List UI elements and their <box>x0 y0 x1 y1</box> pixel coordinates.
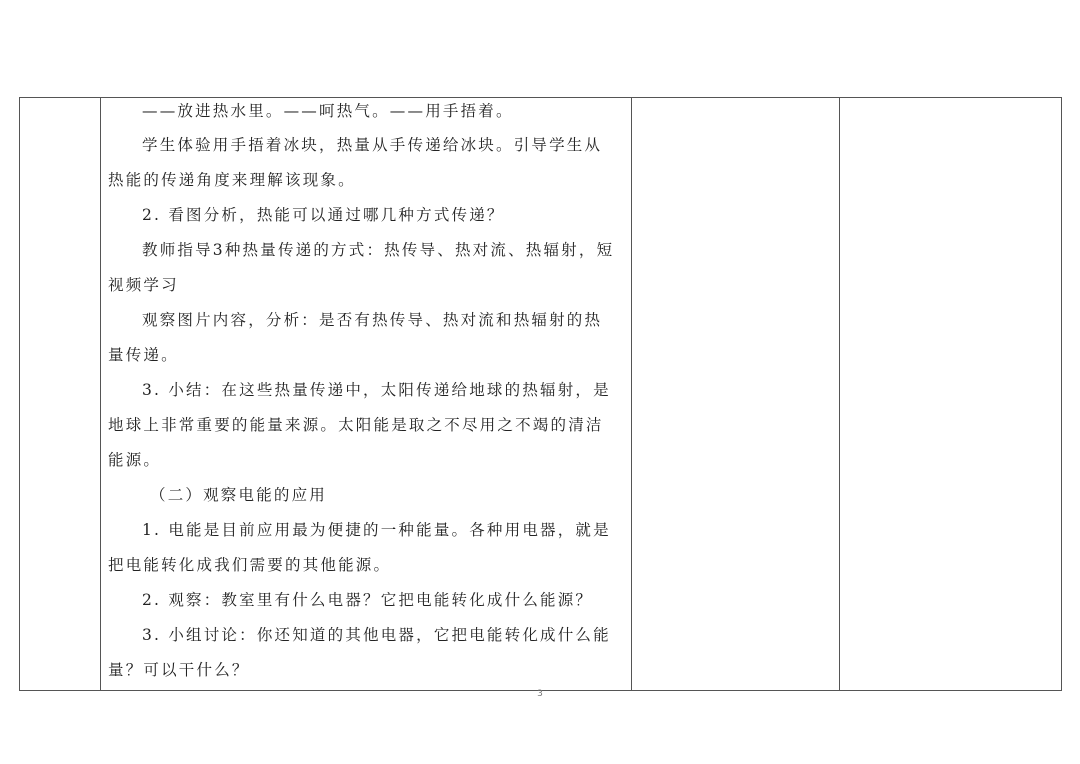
section-heading: （二）观察电能的应用 <box>150 486 328 504</box>
lesson-plan-table <box>19 97 1062 691</box>
text-line: 观察图片内容，分析：是否有热传导、热对流和热辐射的热 <box>142 311 603 329</box>
text-line: 2. 看图分析，热能可以通过哪几种方式传递？ <box>142 206 505 224</box>
text-line: 视频学习 <box>108 276 179 294</box>
table-column-notes <box>632 98 840 690</box>
text-line: 能源。 <box>108 451 162 469</box>
text-line: 量传递。 <box>108 346 179 364</box>
text-line: 地球上非常重要的能量来源。太阳能是取之不尽用之不竭的清洁 <box>108 416 604 434</box>
text-line: 量？可以干什么？ <box>108 661 250 679</box>
table-column-right <box>840 98 1062 690</box>
text-line: 2. 观察：教室里有什么电器？它把电能转化成什么能源？ <box>142 591 594 609</box>
text-line: 热能的传递角度来理解该现象。 <box>108 171 356 189</box>
text-line: 把电能转化成我们需要的其他能源。 <box>108 556 392 574</box>
text-line: 3. 小组讨论：你还知道的其他电器，它把电能转化成什么能 <box>142 626 611 644</box>
text-line: 教师指导3种热量传递的方式：热传导、热对流、热辐射，短 <box>142 241 615 259</box>
text-line: 3. 小结：在这些热量传递中，太阳传递给地球的热辐射，是 <box>142 381 611 399</box>
text-line: ——放进热水里。——呵热气。——用手捂着。 <box>142 102 514 120</box>
text-line: 学生体验用手捂着冰块，热量从手传递给冰块。引导学生从 <box>142 136 603 154</box>
text-line: 1. 电能是目前应用最为便捷的一种能量。各种用电器，就是 <box>142 521 611 539</box>
page-number: 3 <box>537 689 543 699</box>
table-column-content <box>101 98 632 690</box>
table-column-left <box>20 98 101 690</box>
